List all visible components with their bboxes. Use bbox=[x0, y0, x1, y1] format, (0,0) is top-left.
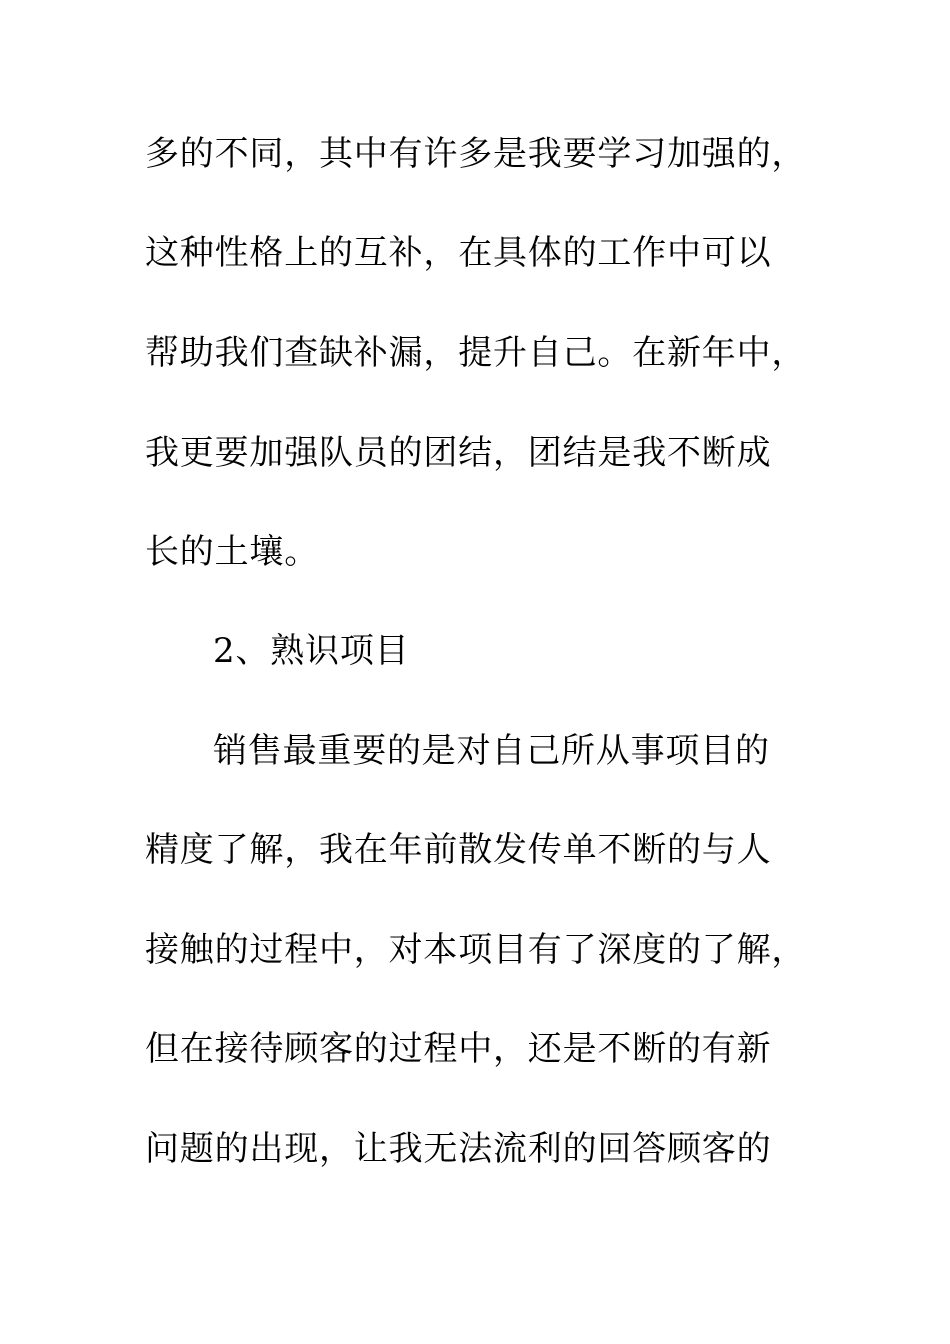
section-heading: 2、熟识项目 bbox=[213, 631, 410, 671]
paragraph-line: 我更要加强队员的团结，团结是我不断成 bbox=[145, 433, 772, 473]
paragraph-line: 销售最重要的是对自己所从事项目的 bbox=[213, 731, 770, 771]
paragraph-line: 但在接待顾客的过程中，还是不断的有新 bbox=[145, 1029, 772, 1069]
paragraph-line: 多的不同，其中有许多是我要学习加强的， bbox=[145, 134, 807, 174]
paragraph-line: 精度了解，我在年前散发传单不断的与人 bbox=[145, 830, 772, 870]
paragraph-line: 这种性格上的互补，在具体的工作中可以 bbox=[145, 233, 772, 273]
paragraph-line: 长的土壤。 bbox=[145, 532, 319, 572]
paragraph-line: 帮助我们查缺补漏，提升自己。在新年中， bbox=[145, 333, 807, 373]
paragraph-line: 接触的过程中，对本项目有了深度的了解， bbox=[145, 930, 807, 970]
paragraph-line: 问题的出现，让我无法流利的回答顾客的 bbox=[145, 1129, 772, 1169]
